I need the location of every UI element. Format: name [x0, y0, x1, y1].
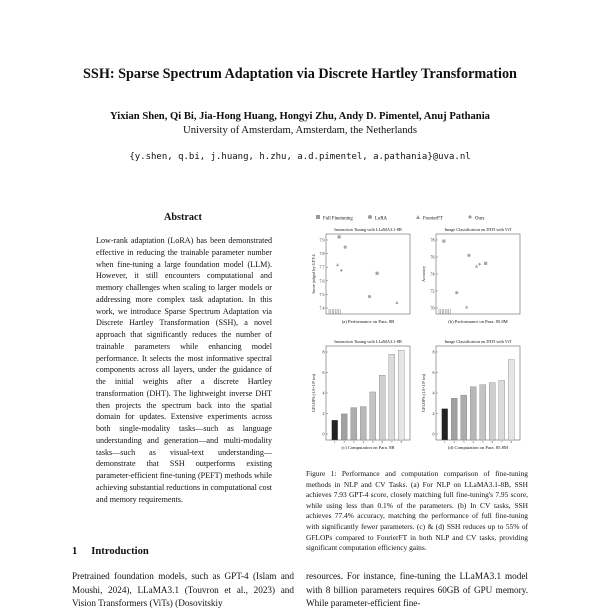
- chart-0-point-1: [344, 245, 347, 248]
- chart-2-bar-7: [398, 350, 404, 440]
- chart-0-ytick-label-2: 7.7: [319, 264, 325, 270]
- chart-2-bar-3: [360, 407, 366, 440]
- chart-0-point-4: [376, 272, 379, 275]
- chart-1-ytick-label-2: 74: [430, 271, 435, 277]
- chart-1-point-2: [475, 264, 478, 267]
- chart-0-ytick-label-3: 7.6: [319, 278, 325, 284]
- chart-3-xtick-label-5: 6: [491, 441, 493, 445]
- chart-3-bar-0: [442, 409, 448, 440]
- abstract-body: Low-rank adaptation (LoRA) has been demonstrated effective in reducing the trainable parameter number when fine-tuning a large foundation model (LLM). However, it still encounters computational and memory challenges when scaling to larger models or addressing more complex task adaptation. In this work, we introduce Sparse Spectrum Adaptation via Discrete Hartley Transformation (SSH), a novel approach that significantly reduces the number of trainable parameters while enhancing model performance. It selects the most informative spectral components across all layers, under the guidance of the initial weights after a discrete Hartley transformation (DHT). The lightweight inverse DHT then projects the spectrum back into the spatial domain for updates. Extensive experiments across both single-modality tasks—such as language understanding and generation—and multi-modality tasks—such as visual-text understanding—demonstrate that SSH outperforms existing parameter-efficient fine-tuning (PEFT) methods while achieving substantial reductions in computational cost and memory requirements.: [96, 236, 272, 504]
- chart-2-bar-5: [379, 375, 385, 440]
- chart-3-bar-2: [461, 395, 467, 440]
- chart-2-xtick-label-0: 1: [334, 441, 336, 445]
- section-heading-introduction: [72, 546, 149, 557]
- chart-0-ytick-label-1: 7.8: [319, 251, 325, 257]
- section-number: 1: [72, 546, 78, 557]
- chart-3-frame: [436, 346, 520, 440]
- chart-2-ytick-label-3: 2: [322, 411, 325, 416]
- chart-2-ylabel: GFLOPS (1.0×10¹ tm): [311, 374, 316, 412]
- chart-3-caption-label: (d) Computation on Para. 85.8M: [448, 445, 508, 450]
- chart-3-bar-7: [508, 360, 514, 440]
- affiliation: University of Amsterdam, Amsterdam, the Netherlands: [183, 125, 417, 136]
- chart-0-title: Instruction Tuning with LLaMA3.1-8B: [334, 227, 402, 232]
- chart-0-caption-label: (a) Performance on Para. 8B: [341, 319, 395, 324]
- author-emails: {y.shen, q.bi, j.huang, h.zhu, a.d.pimentel, a.pathania}@uva.nl: [129, 152, 471, 162]
- chart-0-ylabel: Score judged by GPT-4: [311, 254, 316, 294]
- chart-1-point-5: [455, 291, 458, 294]
- chart-3-ytick-label-2: 4: [432, 390, 435, 396]
- chart-2-ytick-label-4: 0: [322, 431, 325, 437]
- chart-1-point-0: [442, 240, 445, 243]
- chart-2-bar-2: [351, 408, 357, 440]
- chart-2-ytick-label-1: 6: [322, 370, 325, 375]
- figure-1-plots: [308, 210, 528, 462]
- chart-2-xtick-label-2: 3: [353, 441, 355, 445]
- legend-label-3: Ours: [475, 216, 485, 222]
- chart-3-xtick-label-3: 4: [472, 441, 474, 445]
- chart-3-xtick-label-6: 7: [501, 441, 503, 445]
- chart-0-point-2: [336, 263, 339, 266]
- chart-2-xtick-label-1: 2: [343, 441, 345, 445]
- chart-3-bar-1: [451, 398, 457, 440]
- chart-3-ylabel: GFLOPS (1.0×10¹ tm): [421, 374, 426, 412]
- chart-1-point-3: [478, 263, 481, 266]
- chart-2-xtick-label-5: 6: [381, 441, 383, 445]
- legend-marker-0: [316, 215, 320, 219]
- author-list: Yixian Shen, Qi Bi, Jia-Hong Huang, Hongyi Zhu, Andy D. Pimentel, Anuj Pathania: [110, 111, 490, 122]
- chart-0-point-0: [338, 235, 341, 238]
- chart-2-frame: [326, 346, 410, 440]
- chart-0-point-6: [395, 301, 398, 304]
- chart-1-point-4: [484, 262, 487, 265]
- chart-1-ytick-label-0: 78: [430, 237, 435, 243]
- chart-3-ytick-label-3: 2: [432, 411, 435, 416]
- chart-2-bar-6: [389, 354, 395, 440]
- chart-3-title: Image Classification on DTD with ViT: [444, 339, 512, 344]
- chart-1-ytick-label-3: 72: [430, 288, 435, 294]
- chart-3-xtick-label-7: 8: [510, 441, 512, 445]
- legend-marker-2: [416, 215, 420, 219]
- chart-2-xtick-label-7: 8: [400, 441, 402, 445]
- chart-1-point-6: [465, 305, 468, 308]
- chart-2-ytick-label-2: 4: [322, 390, 325, 396]
- legend-label-0: Full Finetuning: [323, 216, 353, 222]
- legend-label-2: FourierFT: [423, 216, 443, 222]
- chart-1-ytick-label-1: 76: [430, 254, 435, 260]
- chart-3-xtick-label-1: 2: [453, 441, 455, 445]
- chart-0-point-5: [368, 295, 371, 298]
- chart-1-point-1: [467, 254, 470, 257]
- chart-3-ytick-label-0: 8: [432, 349, 435, 355]
- chart-3-bar-3: [470, 387, 476, 440]
- chart-3-bar-5: [489, 383, 495, 440]
- chart-1-caption-label: (b) Performance on Para. 85.8M: [448, 319, 508, 324]
- introduction-left-column: Pretrained foundation models, such as GPT-4 (Islam and Moushi, 2024), LLaMA3.1 (Touvron et al., 2023) and Vision Transformers (ViTs) (Dosovitskiy: [72, 571, 294, 608]
- chart-3-xtick-label-2: 3: [463, 441, 465, 445]
- legend-marker-1: [368, 215, 372, 219]
- chart-1-ylabel: Accuracy: [421, 265, 426, 283]
- figure-1: [308, 210, 528, 462]
- chart-2-caption-label: (c) Computation on Para. 8B: [341, 445, 395, 450]
- chart-2-xtick-label-3: 4: [362, 441, 364, 445]
- chart-3-bar-4: [480, 385, 486, 440]
- chart-3-xtick-label-0: 1: [444, 441, 446, 445]
- introduction-right-column: resources. For instance, fine-tuning the LLaMA3.1 model with 8 billion parameters requires 60GB of GPU memory. While parameter-efficient fine-: [306, 571, 528, 608]
- paper-title: SSH: Sparse Spectrum Adaptation via Discrete Hartley Transformation: [83, 66, 517, 82]
- chart-3-xtick-label-4: 5: [482, 441, 484, 445]
- chart-2-ytick-label-0: 8: [322, 349, 325, 355]
- chart-2-title: Instruction Tuning with LLaMA3.1-8B: [334, 339, 402, 344]
- chart-0-ytick-label-0: 7.9: [319, 237, 325, 243]
- chart-3-ytick-label-4: 0: [432, 431, 435, 437]
- chart-2-bar-1: [341, 414, 347, 440]
- chart-3-bar-6: [499, 380, 505, 440]
- chart-2-xtick-label-6: 7: [391, 441, 393, 445]
- figure-1-caption: Figure 1: Performance and computation comparison of fine-tuning methods in NLP and CV Tasks. (a) For NLP on LLaMA3.1-8B, SSH achieves 7.93 GPT-4 score, closely matching full fine-tuning's 7.95 score, while using less than 0.1% of the parameters. (b) In CV tasks, SSH achieves 77.4% accuracy, matching the performance of full fine-tuning with significantly fewer parameters. (c) & (d) SSH reduces up to 55% of GFLOPs compared to FourierFT in both NLP and CV tasks, providing significant computation efficiency gains.: [306, 469, 528, 553]
- chart-1-ytick-label-4: 70: [430, 305, 435, 311]
- section-title: Introduction: [91, 546, 149, 557]
- legend-label-1: LoRA: [375, 216, 387, 222]
- chart-1-frame: [436, 234, 520, 314]
- legend-marker-3: [468, 215, 472, 219]
- chart-2-bar-4: [370, 392, 376, 440]
- chart-1-title: Image Classification on DTD with ViT: [444, 227, 512, 232]
- chart-2-xtick-label-4: 5: [372, 441, 374, 445]
- chart-0-ytick-label-4: 7.5: [319, 291, 325, 297]
- chart-0-ytick-label-5: 7.4: [319, 305, 325, 311]
- chart-3-ytick-label-1: 6: [432, 370, 435, 375]
- chart-2-bar-0: [332, 420, 338, 440]
- chart-0-point-3: [340, 269, 343, 272]
- abstract-heading: Abstract: [164, 212, 202, 223]
